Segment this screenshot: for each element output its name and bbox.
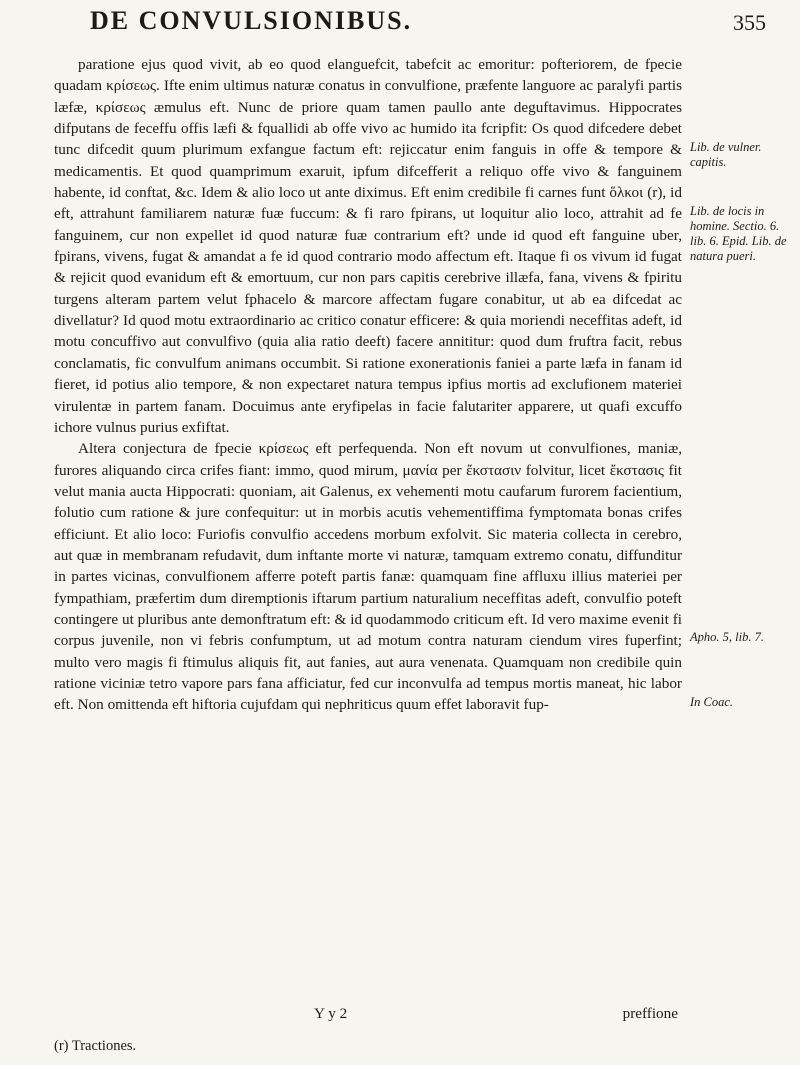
footnote: (r) Tractiones.	[54, 1038, 137, 1054]
catchword: preffione	[622, 1005, 678, 1022]
margin-note: Lib. de locis in homine. Sectio. 6. lib. 6. Epid. Lib. de natura pueri.	[690, 204, 787, 263]
margin-note: Apho. 5, lib. 7.	[690, 630, 764, 644]
body-text	[54, 54, 682, 716]
signature-mark: Y y 2	[314, 1005, 348, 1022]
signature-line	[54, 1005, 682, 1027]
margin-note: In Coac.	[690, 695, 734, 709]
paragraph: Altera conjectura de fpecie κρίσεως eft perfequenda. Non eft novum ut convulfiones, maniæ, furores aliquando circa crifes fiant: immo, quod mirum, μανία per ἔκστασιν folvitur, licet ἔκστασις fit velut mania aucta Hippocrati: quoniam, ait Galenus, ex vehementi motu caufarum furorem facientium, folutio cum ratione & jure confequitur: ut in morbis acutis vehementiffima fymptomata bonas crifes efficiunt. Et alio loco: Furiofis convulfio accedens morbum exfolvit. Sic materia collecta in cerebro, aut quæ in membranam refudavit, dum inftante morte vi naturæ, tamquam extremo conatu, diffunditur in partes vicinas, convulfionem afferre poteft partis fanæ: quamquam fine affluxu illius materiei per fympathiam, præfertim dum diremptionis iftarum partium naturalium neceffitas adeft, convulfio poteft contingere ut pluribus ante demonftratum eft: & id quodammodo criticum eft. Id vero maxime evenit fi corpus juvenile, non vi febris confumptum, ut ad motum contra naturam ciendum vires fuperfint; multo vero magis fi ftimulus aliquis fit, aut fanies, aut aura venenata. Quamquam non credibile quin ratione viciniæ tetro vapore pars fana afficiatur, fed cur inconvulfa ad tempus mortis maneat, hic labor eft. Non omittenda eft hiftoria cujufdam qui nephriticus quum effet laboravit fup-	[54, 440, 682, 714]
running-head: DE CONVULSIONIBUS.	[90, 6, 413, 35]
margin-note: Lib. de vulner. capitis.	[690, 140, 762, 169]
paragraph: paratione ejus quod vivit, ab eo quod elanguefcit, tabefcit ac emoritur: pofteriorem, de fpecie quadam κρίσεως. Ifte enim ultimus naturæ conatus in convulfione, præfente languore ac paralyfi partis læfæ, κρίσεως æmulus eft. Nunc de priore quam tamen paullo ante deguftavimus. Hippocrates difputans de feceffu offis læfi & fquallidi ab offe vivo ac humido ita fcripfit: Os quod difcedere debet tunc difcedit quum plurimum exfangue factum eft: rejiccatur enim fanguis in offe & tempore & medicamentis. Et quod quamprimum exaruit, ipfum difcefferit a reliquo offe vivo & fanguinem habente, id conftat, &c. Idem & alio loco ut ante diximus. Eft enim credibile fi carnes funt ὅλκοι (r), id eft, attrahunt familiarem naturæ fuæ fuccum: & fi raro fpirans, ut loquitur alio loco, attrahit ad fe fanguinem, cur non expellet id quod naturæ fuæ contrarium eft? unde id quod eft fanguine uber, fpirans, vivens, fugat & amandat a fe id quod contrario modo affectum eft. Itaque fi os vivum id fugat & rejicit quod evanidum eft & emortuum, cur non pars capitis cerebrive illæfa, fana, vivens & fpiritu turgens alteram partem velut fphacelo & marcore affectam fugare conabitur, ut ab ea difcedat ac divellatur? Id quod motu extraordinario ac critico conatur efficere: & quia moriendi neceffitas adeft, id motu concuffivo aut convulfivo (quia alia ratio deeft) facere annititur: quod dum fruftra facit, rebus conclamatis, fic convulfum animans occumbit. Si ratione exonerationis faniei a parte læfa in fanam id fieret, id potius alio tempore, & non expectaret natura tempus ipfius mortis ad exclufionem materiei virulentæ in partem fanam. Docuimus ante eryfipelas in facie falutariter apparere, ut quafi excuffo ichore vulnus purius exfiftat.	[54, 56, 682, 436]
page-number: 355	[733, 10, 766, 35]
page-header	[90, 6, 770, 42]
